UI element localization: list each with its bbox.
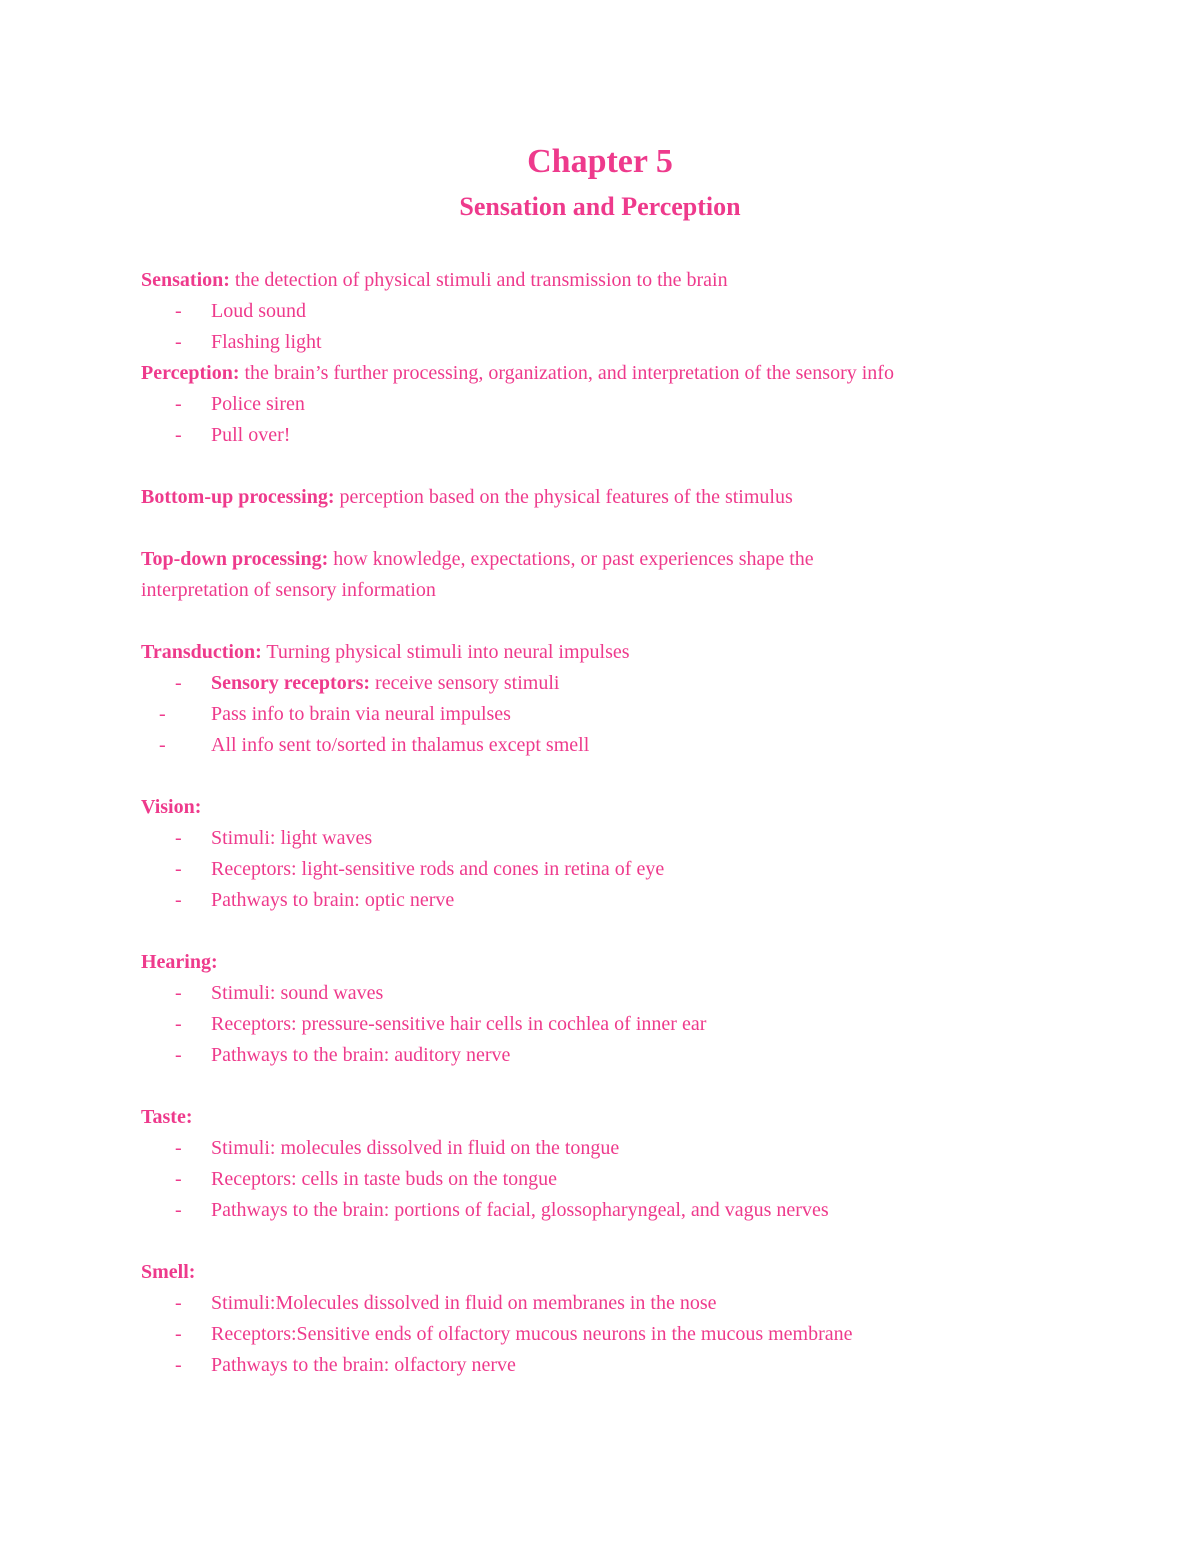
sensation-definition bbox=[141, 265, 1061, 296]
chapter-subtitle: Sensation and Perception bbox=[459, 192, 741, 221]
list-item: - All info sent to/sorted in thalamus except smell bbox=[159, 734, 590, 756]
list-item: - Receptors: light-sensitive rods and cones in retina of eye bbox=[175, 858, 665, 880]
definition-text: perception based on the physical features of the stimulus bbox=[334, 486, 793, 508]
chapter-title: Chapter 5 bbox=[527, 143, 673, 180]
term-perception: Perception: bbox=[141, 362, 240, 384]
list-item: - Stimuli: light waves bbox=[175, 827, 373, 849]
term-sensation: Sensation: bbox=[141, 269, 230, 291]
term-sensory-receptors: Sensory receptors: bbox=[211, 672, 371, 694]
list-item: - Pathways to the brain: olfactory nerve bbox=[175, 1354, 516, 1376]
top-down-definition-continued: interpretation of sensory information bbox=[141, 579, 436, 601]
section-heading-hearing: Hearing: bbox=[141, 951, 218, 973]
section-heading-vision: Vision: bbox=[141, 796, 202, 818]
list-item: - Stimuli: molecules dissolved in fluid on the tongue bbox=[175, 1137, 620, 1159]
term-transduction: Transduction: bbox=[141, 641, 262, 663]
list-item: - Pathways to brain: optic nerve bbox=[175, 889, 455, 911]
term-top-down: Top-down processing: bbox=[141, 548, 329, 570]
list-item: - Flashing light bbox=[175, 331, 322, 353]
term-bottom-up: Bottom-up processing: bbox=[141, 486, 335, 508]
list-item: - Pathways to the brain: portions of facial, glossopharyngeal, and vagus nerves bbox=[175, 1199, 829, 1221]
definition-text: the brain’s further processing, organization, and interpretation of the sensory info bbox=[239, 362, 894, 384]
transduction-definition bbox=[141, 637, 1061, 668]
list-item: - Receptors:Sensitive ends of olfactory mucous neurons in the mucous membrane bbox=[175, 1323, 853, 1345]
section-heading-smell: Smell: bbox=[141, 1261, 196, 1283]
section-heading-taste: Taste: bbox=[141, 1106, 193, 1128]
list-item: - Pull over! bbox=[175, 424, 291, 446]
list-item: - Receptors: pressure-sensitive hair cells in cochlea of inner ear bbox=[175, 1013, 707, 1035]
top-down-definition bbox=[141, 544, 1061, 575]
list-item: - Receptors: cells in taste buds on the tongue bbox=[175, 1168, 558, 1190]
list-item: - Loud sound bbox=[175, 300, 306, 322]
list-item: - Stimuli: sound waves bbox=[175, 982, 384, 1004]
list-item: - Stimuli:Molecules dissolved in fluid on membranes in the nose bbox=[175, 1292, 717, 1314]
list-item: - Sensory receptors: receive sensory stimuli bbox=[175, 672, 560, 694]
definition-text: Turning physical stimuli into neural impulses bbox=[261, 641, 630, 663]
definition-text: the detection of physical stimuli and transmission to the brain bbox=[229, 269, 728, 291]
bottom-up-definition bbox=[141, 482, 1061, 513]
notes-body bbox=[141, 265, 1061, 1381]
list-item: - Pathways to the brain: auditory nerve bbox=[175, 1044, 511, 1066]
definition-text: how knowledge, expectations, or past experiences shape the bbox=[328, 548, 814, 570]
list-item: - Police siren bbox=[175, 393, 305, 415]
list-item: - Pass info to brain via neural impulses bbox=[159, 703, 511, 725]
perception-definition bbox=[141, 358, 1061, 389]
